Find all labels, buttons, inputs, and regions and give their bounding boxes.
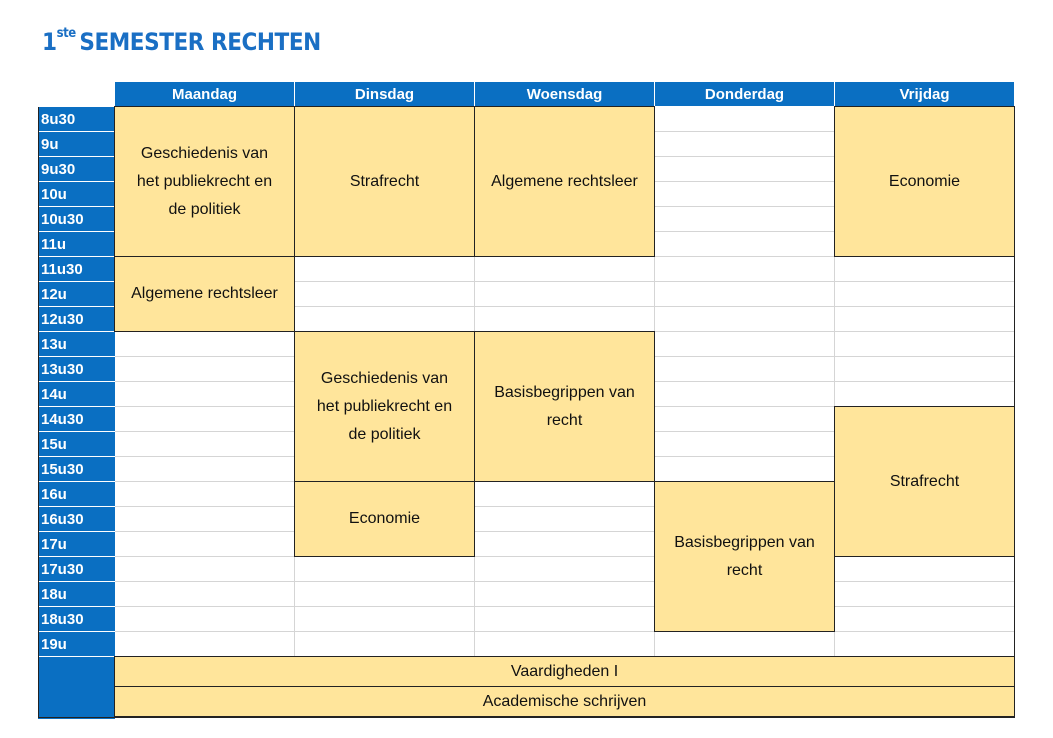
course-title-line: Strafrecht: [349, 172, 420, 190]
day-header: Maandag: [115, 82, 295, 106]
time-label: 14u: [38, 382, 115, 407]
course-title-line: Basisbegrippen van: [674, 533, 815, 551]
course-block: [654, 481, 835, 632]
course-title-line: Algemene rechtsleer: [131, 285, 278, 302]
course-block: [294, 106, 475, 257]
time-label: 18u30: [38, 607, 115, 632]
time-label: 10u30: [38, 207, 115, 232]
time-label: 15u30: [38, 457, 115, 482]
bottom-course-row: Academische schrijven: [114, 686, 1015, 717]
course-title-line: de politiek: [348, 425, 421, 443]
course-block: [294, 331, 475, 482]
grid-line: [115, 581, 1015, 582]
bottom-course-row: Vaardigheden I: [114, 656, 1015, 687]
course-block: [474, 331, 655, 482]
course-title: [674, 529, 815, 585]
day-header: Dinsdag: [295, 82, 475, 106]
time-label: 12u30: [38, 307, 115, 332]
time-label: 9u: [38, 132, 115, 157]
time-label: 8u30: [38, 107, 115, 132]
course-title-line: Economie: [888, 172, 961, 190]
course-block: [834, 106, 1015, 257]
course-block: [114, 256, 295, 332]
course-title-line: recht: [546, 411, 583, 429]
semester-number: 1: [42, 28, 57, 56]
page-title-text: SEMESTER RECHTEN: [79, 28, 321, 56]
course-title-line: het publiekrecht en: [136, 172, 273, 190]
course-title-line: Basisbegrippen van: [494, 383, 635, 401]
day-header: Donderdag: [655, 82, 835, 106]
time-label: 14u30: [38, 407, 115, 432]
time-label: 12u: [38, 282, 115, 307]
grid-line: [115, 631, 1015, 632]
course-title-line: Geschiedenis van: [320, 369, 449, 387]
course-block: [834, 406, 1015, 557]
time-label: 17u30: [38, 557, 115, 582]
time-label: 13u30: [38, 357, 115, 382]
course-title: [889, 168, 960, 196]
table-border: [38, 107, 39, 718]
course-title: [137, 140, 272, 224]
time-label: 11u30: [38, 257, 115, 282]
time-label: 19u: [38, 632, 115, 657]
course-title: [491, 168, 638, 196]
day-header: Woensdag: [475, 82, 655, 106]
time-label: 18u: [38, 582, 115, 607]
course-title: [350, 168, 419, 196]
time-label: 17u: [38, 532, 115, 557]
course-title-line: Strafrecht: [889, 472, 960, 490]
time-column-footer: [38, 657, 115, 719]
course-title: [890, 468, 959, 496]
time-label: 16u: [38, 482, 115, 507]
time-label: 16u30: [38, 507, 115, 532]
course-title: [494, 379, 635, 435]
time-label: 13u: [38, 332, 115, 357]
table-border: [38, 717, 1015, 718]
course-title-line: Economie: [348, 510, 421, 527]
time-label: 15u: [38, 432, 115, 457]
day-header: Vrijdag: [835, 82, 1015, 106]
grid-line: [115, 606, 1015, 607]
time-label: 10u: [38, 182, 115, 207]
course-block: [474, 106, 655, 257]
course-title: [349, 505, 420, 533]
semester-suffix: ste: [56, 26, 76, 41]
course-title: [317, 365, 452, 449]
time-label: 9u30: [38, 157, 115, 182]
course-title-line: Algemene rechtsleer: [491, 172, 638, 190]
course-block: [114, 106, 295, 257]
course-title-line: de politiek: [168, 200, 241, 218]
course-block: [294, 481, 475, 557]
time-label: 11u: [38, 232, 115, 257]
course-title-line: recht: [726, 561, 763, 579]
course-title-line: het publiekrecht en: [316, 397, 453, 415]
course-title-line: Geschiedenis van: [140, 144, 269, 162]
course-title: [131, 280, 278, 308]
